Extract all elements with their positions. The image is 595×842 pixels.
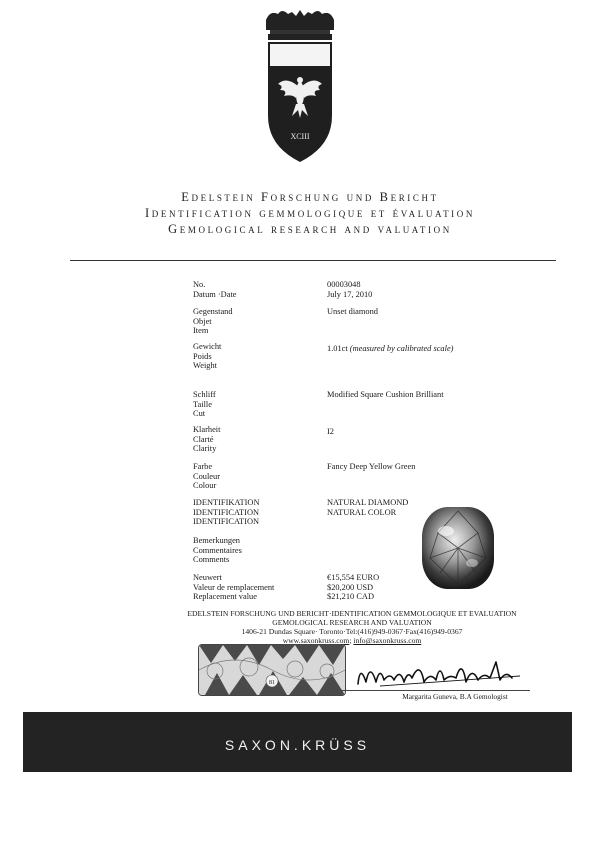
hologram-seal-icon: [198, 644, 346, 696]
cut-label-fr: Taille: [193, 399, 212, 409]
cut-value: [327, 390, 507, 400]
issuer-address: 1406-21 Dundas Square· Toronto·Tel:(416)949-0367·Fax(416)949-0367: [241, 627, 463, 636]
colour-labels: [193, 462, 313, 491]
value-label-en: Replacement value: [193, 592, 257, 602]
weight-labels: [193, 342, 313, 371]
heading-french: Identification gemmologique et évaluation: [145, 206, 475, 220]
crest-logo-icon: [262, 6, 338, 166]
cut-label-en: Cut: [193, 409, 206, 419]
issuer-name-en: GEMOLOGICAL RESEARCH AND VALUATION: [272, 618, 432, 627]
identification-color: NATURAL COLOR: [327, 507, 397, 517]
cut-labels: [193, 390, 313, 419]
diamond-photo: [418, 503, 498, 593]
report-number: 00003048: [327, 280, 361, 289]
number-date-labels: [193, 280, 313, 299]
clarity-label-fr: Clarté: [193, 434, 214, 444]
value-euro: €15,554 EURO: [327, 573, 380, 582]
seal-number: 81: [269, 680, 275, 686]
colour-label-fr: Couleur: [193, 471, 220, 481]
weight-value-text: 1.01ct: [327, 344, 348, 353]
colour-value-text: Fancy Deep Yellow Green: [327, 462, 416, 471]
item-label-en: Item: [193, 326, 209, 336]
issuer-contact: www.saxonkruss.com; info@saxonkruss.com: [282, 636, 422, 645]
report-date: July 17, 2010: [327, 289, 373, 299]
issuer-website-link[interactable]: www.saxonkruss.com: [282, 636, 350, 645]
clarity-label-de: Klarheit: [193, 425, 221, 434]
clarity-labels: [193, 425, 313, 454]
identification-label-en: IDENTIFICATION: [193, 517, 260, 527]
value-labels: [193, 573, 313, 602]
issuer-email-link[interactable]: info@saxonkruss.com: [353, 636, 422, 645]
date-label: Datum ·Date: [193, 289, 237, 299]
clarity-value-text: I2: [327, 427, 334, 436]
signature-line: [340, 690, 530, 691]
weight-label-fr: Poids: [193, 351, 212, 361]
number-date-values: [327, 280, 507, 299]
comments-label-fr: Commentaires: [193, 545, 242, 555]
number-label: No.: [193, 280, 206, 289]
crest-numeral: XCIII: [290, 132, 310, 141]
cut-value-text: Modified Square Cushion Brilliant: [327, 390, 444, 399]
weight-label-de: Gewicht: [193, 342, 222, 351]
issuer-name: EDELSTEIN FORSCHUNG UND BERICHT·IDENTIFICATION GEMMOLOGIQUE ET EVALUATION: [187, 609, 517, 618]
item-value: [327, 307, 507, 317]
item-value-text: Unset diamond: [327, 307, 378, 316]
value-cad: $21,210 CAD: [327, 592, 374, 602]
comments-label-de: Bemerkungen: [193, 536, 240, 545]
signer-name: Margarita Guneva, B.A Gemologist: [402, 692, 508, 701]
clarity-value: [327, 427, 507, 437]
weight-value: [327, 344, 507, 354]
value-label-fr: Valeur de remplacement: [193, 582, 275, 592]
cut-label-de: Schliff: [193, 390, 216, 399]
identification-labels: [193, 498, 313, 527]
value-label-de: Neuwert: [193, 573, 222, 582]
item-label-de: Gegenstand: [193, 307, 233, 316]
comments-label-en: Comments: [193, 555, 230, 565]
weight-note: (measured by calibrated scale): [349, 344, 454, 353]
item-labels: [193, 307, 313, 336]
heading-english: Gemological research and valuation: [168, 222, 452, 236]
identification-label-fr: IDENTIFICATION: [193, 507, 260, 517]
value-usd: $20,200 USD: [327, 582, 374, 592]
header-divider: [70, 260, 556, 261]
comments-labels: [193, 536, 313, 565]
clarity-label-en: Clarity: [193, 444, 217, 454]
signature-image: [350, 652, 530, 692]
weight-label-en: Weight: [193, 361, 217, 371]
brand-name: SAXON.KRÜSS: [224, 737, 371, 753]
item-label-fr: Objet: [193, 316, 212, 326]
identification-diamond: NATURAL DIAMOND: [327, 498, 409, 507]
colour-label-en: Colour: [193, 481, 217, 491]
heading-german: Edelstein Forschung und Bericht: [181, 190, 439, 204]
colour-label-de: Farbe: [193, 462, 213, 471]
identification-label-de: IDENTIFIKATION: [193, 498, 260, 507]
colour-value: [327, 462, 507, 472]
